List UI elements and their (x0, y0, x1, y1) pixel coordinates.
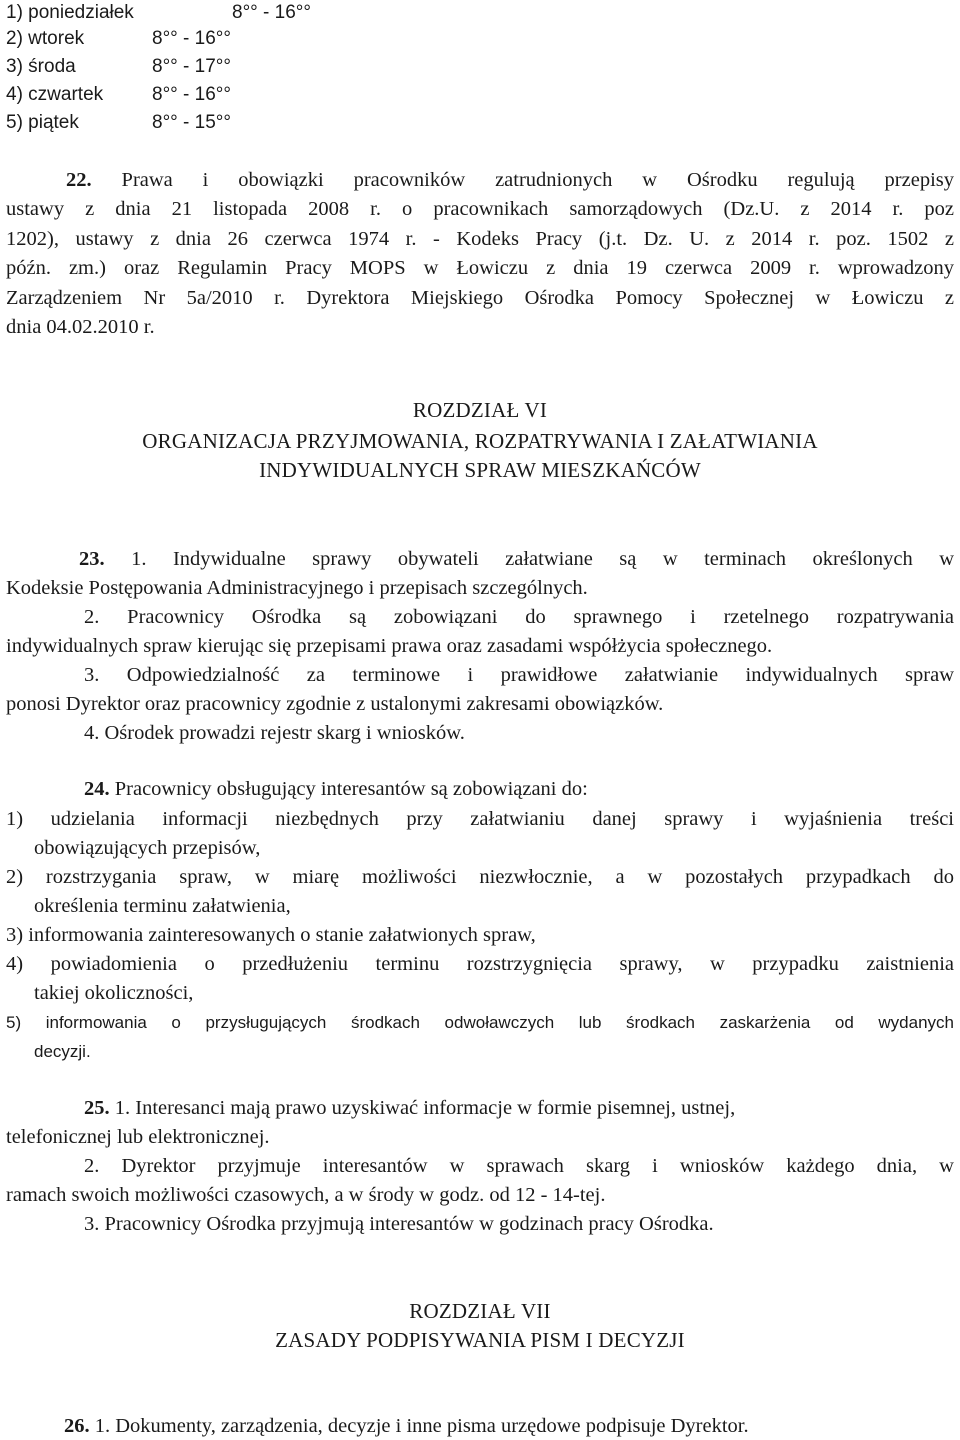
schedule-day: 5) piątek (6, 112, 79, 133)
section-23-line: ponosi Dyrektor oraz pracownicy zgodnie z ustalonymi zakresami obowiązków. (6, 693, 664, 715)
section-22-line: ustawy z dnia 21 listopada 2008 r. o pracownikach samorządowych (Dz.U. z 2014 r. poz (6, 198, 954, 220)
section-number: 26. (64, 1415, 90, 1437)
section-26-line: 26. 1. Dokumenty, zarządzenia, decyzje i inne pisma urzędowe podpisuje Dyrektor. (64, 1415, 749, 1437)
section-22-line: 1202), ustawy z dnia 26 czerwca 1974 r. - Kodeks Pracy (j.t. Dz. U. z 2014 r. poz. 1502 z (6, 228, 954, 250)
schedule-row (6, 53, 231, 81)
chapter-subtitle: INDYWIDUALNYCH SPRAW MIESZKAŃCÓW (259, 458, 701, 482)
section-number: 24. (84, 778, 110, 800)
list-item-cont: decyzji. (34, 1042, 91, 1061)
list-item-cont: takiej okoliczności, (34, 982, 194, 1004)
schedule-hours: 8°° - 15°° (152, 112, 231, 133)
section-23-line: indywidualnych spraw kierując się przepisami prawa oraz zasadami współżycia społecznego. (6, 635, 773, 657)
list-item: 5) informowania o przysługujących środkach odwoławczych lub środkach zaskarżenia od wydanych (6, 1013, 954, 1032)
section-number: 22. (66, 169, 92, 191)
schedule-hours: 8°° - 16°° (232, 2, 311, 23)
section-22-line: dnia 04.02.2010 r. (6, 316, 155, 338)
section-23-line: Kodeksie Postępowania Administracyjnego i przepisach szczególnych. (6, 577, 588, 599)
section-23-line: 2. Pracownicy Ośrodka są zobowiązani do sprawnego i rzetelnego rozpatrywania (84, 606, 954, 628)
chapter-title: ROZDZIAŁ VII (409, 1299, 551, 1323)
section-22-line: 22. Prawa i obowiązki pracowników zatrudnionych w Ośrodku regulują przepisy (66, 169, 954, 191)
schedule-day: 2) wtorek (6, 28, 85, 49)
list-item-cont: obowiązujących przepisów, (34, 837, 261, 859)
list-item: 2) rozstrzygania spraw, w miarę możliwości niezwłocznie, a w pozostałych przypadkach do (6, 866, 954, 888)
schedule-row (6, 81, 231, 109)
schedule-row (6, 25, 231, 53)
schedule-day: 4) czwartek (6, 84, 104, 105)
schedule-row (6, 109, 231, 137)
section-22-line: Zarządzeniem Nr 5a/2010 r. Dyrektora Miejskiego Ośrodka Pomocy Społecznej w Łowiczu z (6, 287, 954, 309)
section-24-line: 24. Pracownicy obsługujący interesantów są zobowiązani do: (84, 778, 588, 800)
section-25-line: 3. Pracownicy Ośrodka przyjmują interesantów w godzinach pracy Ośrodka. (84, 1213, 714, 1235)
section-number: 25. (84, 1097, 110, 1119)
section-25-line: 25. 1. Interesanci mają prawo uzyskiwać informacje w formie pisemnej, ustnej, (84, 1097, 736, 1119)
schedule-hours: 8°° - 16°° (152, 28, 231, 49)
section-23-line: 4. Ośrodek prowadzi rejestr skarg i wniosków. (84, 722, 465, 744)
chapter-subtitle: ZASADY PODPISYWANIA PISM I DECYZJI (275, 1328, 685, 1352)
schedule-row (6, 0, 311, 27)
section-23-line: 3. Odpowiedzialność za terminowe i prawidłowe załatwianie indywidualnych spraw (84, 664, 954, 686)
section-25-line: 2. Dyrektor przyjmuje interesantów w sprawach skarg i wniosków każdego dnia, w (84, 1155, 954, 1177)
list-item: 1) udzielania informacji niezbędnych przy załatwianiu danej sprawy i wyjaśnienia treści (6, 808, 954, 830)
schedule-hours: 8°° - 17°° (152, 56, 231, 77)
list-item: 3) informowania zainteresowanych o stanie załatwionych spraw, (6, 924, 536, 946)
section-23-line: 23. 1. Indywidualne sprawy obywateli załatwiane są w terminach określonych w (79, 548, 955, 570)
chapter-title: ROZDZIAŁ VI (412, 398, 548, 422)
list-item-cont: określenia terminu załatwienia, (34, 895, 291, 917)
schedule-day: 3) środa (6, 56, 76, 77)
section-25-line: telefonicznej lub elektronicznej. (6, 1126, 270, 1148)
schedule-hours: 8°° - 16°° (152, 84, 231, 105)
section-25-line: ramach swoich możliwości czasowych, a w środy w godz. od 12 - 14-tej. (6, 1184, 606, 1206)
chapter-subtitle: ORGANIZACJA PRZYJMOWANIA, ROZPATRYWANIA I ZAŁATWIANIA (142, 429, 818, 453)
schedule-day: 1) poniedziałek (6, 2, 134, 23)
section-22-line: późn. zm.) oraz Regulamin Pracy MOPS w Łowiczu z dnia 19 czerwca 2009 r. wprowadzony (6, 257, 954, 279)
list-item: 4) powiadomienia o przedłużeniu terminu rozstrzygnięcia sprawy, w przypadku zaistnienia (6, 953, 954, 975)
section-number: 23. (79, 548, 105, 570)
